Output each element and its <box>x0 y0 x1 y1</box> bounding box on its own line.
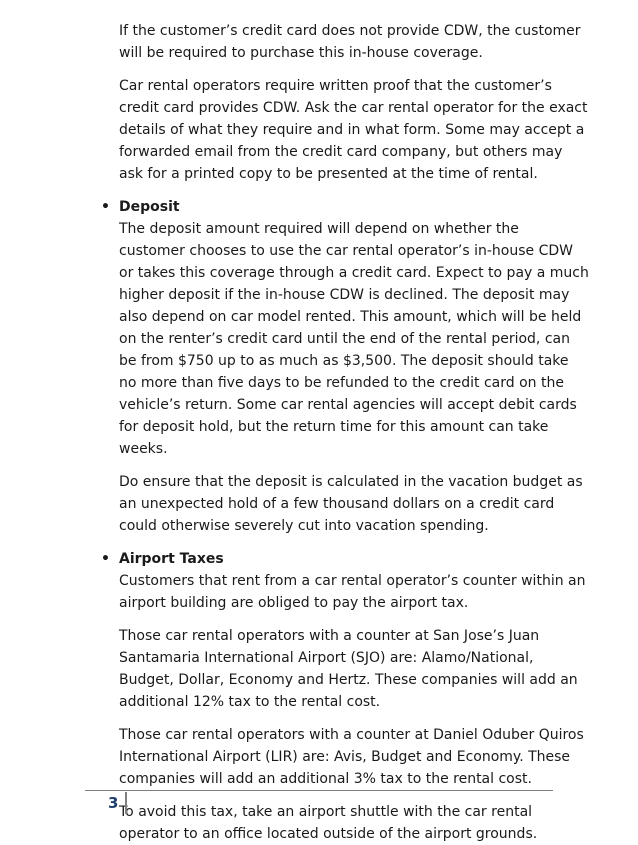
page-number: 3 <box>108 794 119 812</box>
section-heading-airport-taxes: Airport Taxes <box>119 551 224 567</box>
paragraph-deposit-budget: Do ensure that the deposit is calculated in the vacation budget as an unexpected hold of a few thousand dollars on a credit card could otherwise severely cut into vacation spending. <box>119 474 583 534</box>
footer-rule <box>85 790 553 791</box>
bullet-icon: • <box>101 551 110 567</box>
paragraph-avoid-tax: To avoid this tax, take an airport shuttle with the car rental operator to an office located outside of the airport grounds. <box>119 804 538 842</box>
paragraph-lir-operators: Those car rental operators with a counter at Daniel Oduber Quiros International Airport (LIR) are: Avis, Budget and Economy. These companies will add an additional 3% tax to the rental cost. <box>119 727 584 787</box>
paragraph-written-proof: Car rental operators require written proof that the customer’s credit card provides CDW. Ask the car rental operator for the exact details of what they require and in what form. Some may accept a forwarded email from the credit card company, but others may ask for a printed copy to be presented at the time of rental. <box>119 78 588 182</box>
paragraph-sjo-operators: Those car rental operators with a counter at San Jose’s Juan Santamaria International Airport (SJO) are: Alamo/National, Budget, Dollar, Economy and Hertz. These companies will add an additional 12% tax to the rental cost. <box>119 628 578 710</box>
paragraph-deposit-amount: The deposit amount required will depend on whether the customer chooses to use the car rental operator’s in-house CDW or takes this coverage through a credit card. Expect to pay a much higher deposit if the in-house CDW is declined. The deposit may also depend on car model rented. This amount, which will be held on the renter’s credit card until the end of the rental period, can be from $750 up to as much as $3,500. The deposit should take no more than five days to be refunded to the credit card on the vehicle’s return. Some car rental agencies will accept debit cards for deposit hold, but the return time for this amount can take weeks. <box>119 221 589 457</box>
paragraph-cdw-requirement: If the customer’s credit card does not provide CDW, the customer will be required to purchase this in-house coverage. <box>119 23 581 61</box>
page-number-divider <box>125 792 127 814</box>
bullet-icon: • <box>101 199 110 215</box>
section-heading-deposit: Deposit <box>119 199 180 215</box>
document-body <box>101 20 589 845</box>
bullet-deposit <box>101 196 589 218</box>
bullet-airport-taxes <box>101 548 589 570</box>
paragraph-airport-tax: Customers that rent from a car rental operator’s counter within an airport building are obliged to pay the airport tax. <box>119 573 586 611</box>
